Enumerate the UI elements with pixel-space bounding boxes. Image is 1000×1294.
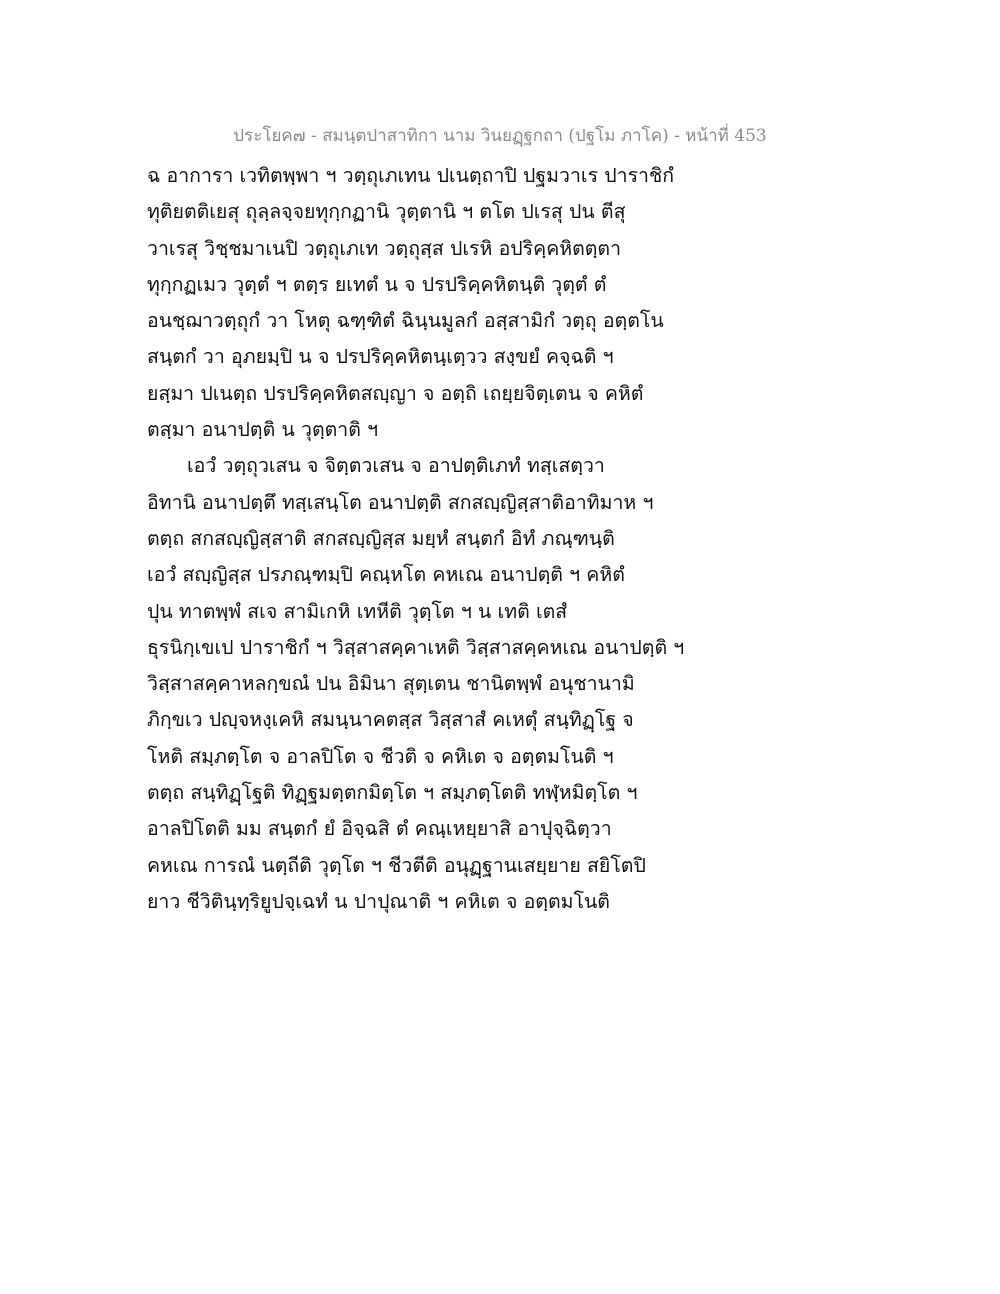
text-line: เอวํ สญฺญิสฺส ปรภณฺฑมฺปิ คณฺหโต คหเณ อนาปตฺติ ฯ คหิตํ (147, 563, 625, 587)
text-line: วาเรสุ วิชฺชมาเนปิ วตฺถุเภเท วตฺถุสฺส ปเรหิ อปริคฺคหิตตฺตา (147, 236, 622, 260)
paragraph-start-line: เอวํ วตฺถุวเสน จ จิตฺตวเสน จ อาปตฺติเภทํ ทสฺเสตฺวา (187, 454, 605, 478)
text-line: วิสฺสาสคฺคาหลกฺขณํ ปน อิมินา สุตฺเตน ชานิตพฺพํ อนุชานามิ (147, 672, 635, 696)
text-line: ธุรนิกฺเขเป ปาราชิกํ ฯ วิสฺสาสคฺคาเหติ วิสฺสาสคฺคหเณ อนาปตฺติ ฯ (147, 635, 685, 659)
text-line: ปุน ทาตพฺพํ สเจ สามิเกหิ เทหีติ วุตฺโต ฯ น เทติ เตสํ (147, 599, 568, 623)
text-line: ตตฺถ สกสญฺญิสฺสาติ สกสญฺญิสฺส มยฺหํ สนฺตกํ อิทํ ภณฺฑนฺติ (147, 526, 615, 550)
text-line: คหเณ การณํ นตฺถีติ วุตฺโต ฯ ชีวตีติ อนุฏฺฐานเสยฺยาย สยิโตปิ (147, 853, 646, 877)
text-line: ทุกฺกฏเมว วุตฺตํ ฯ ตตฺร ยเทตํ น จ ปรปริคฺคหิตนฺติ วุตฺตํ ตํ (147, 272, 607, 296)
text-line: ยสฺมา ปเนตฺถ ปรปริคฺคหิตสญฺญา จ อตฺถิ เถยฺยจิตฺเตน จ คหิตํ (147, 381, 644, 405)
text-line: ตสฺมา อนาปตฺติ น วุตฺตาติ ฯ (147, 418, 379, 442)
text-line: ทุติยตติเยสุ ถุลฺลจฺจยทุกฺกฏานิ วุตฺตานิ ฯ ตโต ปเรสุ ปน ตีสุ (147, 200, 626, 224)
running-title: ประโยค๗ - สมนฺตปาสาทิกา นาม วินยฏฺฐกถา (ปฐโม ภาโค) - หน้าที่ 453 (233, 126, 767, 146)
text-line: ยาว ชีวิตินฺทฺริยูปจฺเฉทํ น ปาปุณาติ ฯ คหิเต จ อตฺตมโนติ (147, 889, 610, 913)
text-line: สนฺตกํ วา อุภยมฺปิ น จ ปรปริคฺคหิตนฺเตฺวว สงฺขยํ คจฺฉติ ฯ (147, 345, 614, 369)
text-line: อิทานิ อนาปตฺตึ ทสฺเสนฺโต อนาปตฺติ สกสญฺญิสฺสาติอาทิมาห ฯ (147, 490, 654, 514)
text-line: อาลปิโตติ มม สนฺตกํ ยํ อิจฺฉสิ ตํ คณฺเหยฺยาสิ อาปุจฺฉิตฺวา (147, 817, 612, 841)
text-line: โหติ สมฺภตฺโต จ อาลปิโต จ ชีวติ จ คหิเต จ อตฺตมโนติ ฯ (147, 744, 614, 768)
text-line: ภิกฺขเว ปญฺจหงฺเคหิ สมนฺนาคตสฺส วิสฺสาสํ คเหตุํ สนฺทิฏฺโฐ จ (147, 708, 634, 732)
text-line: อนชฺฌาวตฺถุกํ วา โหตุ ฉฑฺฑิตํ ฉินฺนมูลกํ อสฺสามิกํ วตฺถุ อตฺตโน (147, 309, 664, 333)
running-header (0, 122, 1000, 149)
text-line: ฉ อาการา เวทิตพฺพา ฯ วตฺถุเภเทน ปเนตฺถาปิ ปฐมวาเร ปาราชิกํ (147, 164, 675, 187)
body-text (147, 158, 707, 920)
text-line: ตตฺถ สนฺทิฏฺโฐติ ทิฏฺฐมตฺตกมิตฺโต ฯ สมฺภตฺโตติ ทฬฺหมิตฺโต ฯ (147, 781, 638, 805)
